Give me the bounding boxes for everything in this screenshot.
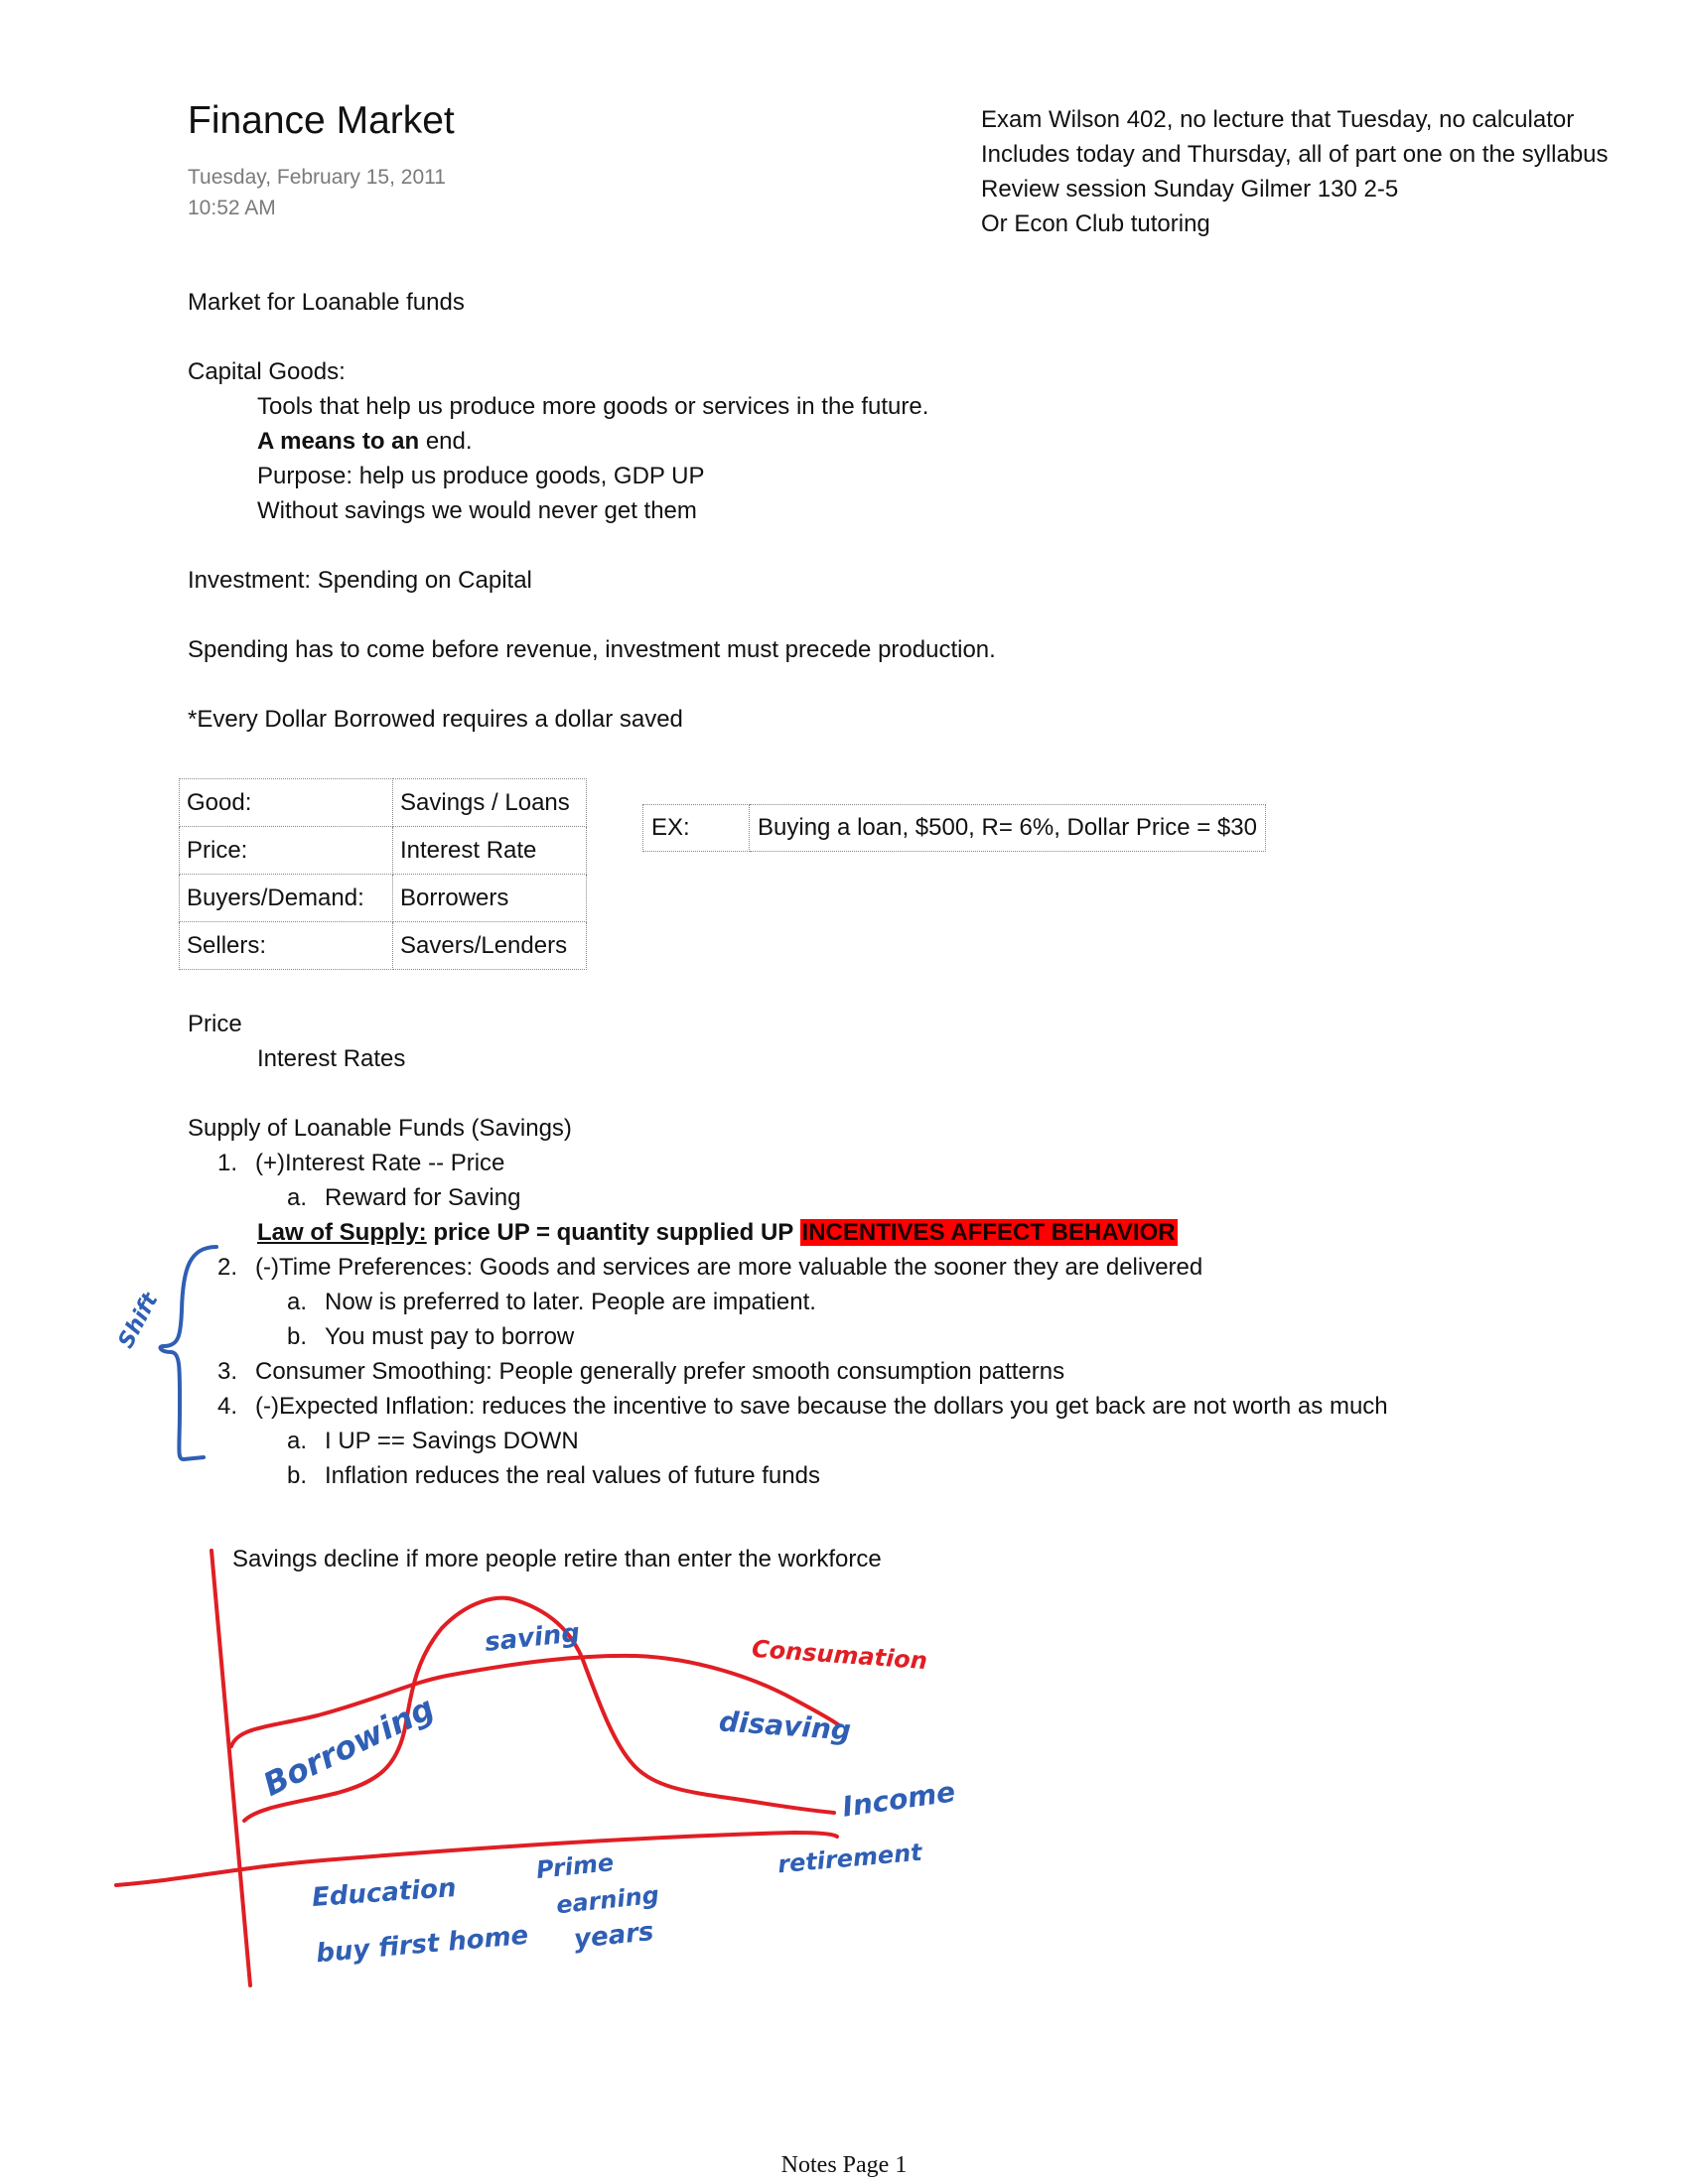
price-heading: Price — [188, 1011, 242, 1037]
table-cell-label: Buyers/Demand: — [180, 875, 393, 922]
label-saving: saving — [483, 1618, 582, 1658]
list-number: 2. — [216, 1254, 237, 1281]
side-note-line: Includes today and Thursday, all of part one on the syllabus — [981, 141, 1609, 168]
list-number: 1. — [216, 1150, 237, 1176]
investment-line: Investment: Spending on Capital — [188, 567, 532, 594]
capital-goods-tools: Tools that help us produce more goods or services in the future. — [257, 393, 929, 420]
label-consumption: Consumation — [751, 1634, 928, 1676]
shift-annotation: Shift — [113, 1289, 164, 1353]
list-letter: b. — [286, 1323, 307, 1350]
price-sub: Interest Rates — [257, 1045, 406, 1072]
every-dollar-line: *Every Dollar Borrowed requires a dollar saved — [188, 706, 683, 733]
list-text: Consumer Smoothing: People generally prefer smooth consumption patterns — [255, 1358, 1065, 1385]
label-borrowing: Borrowing — [257, 1689, 441, 1804]
list-letter: b. — [286, 1462, 307, 1489]
page-title: Finance Market — [188, 99, 455, 142]
list-text: You must pay to borrow — [325, 1323, 575, 1350]
list-text: Inflation reduces the real values of future funds — [325, 1462, 820, 1489]
market-heading: Market for Loanable funds — [188, 289, 465, 316]
label-disaving: disaving — [718, 1705, 853, 1747]
label-prime: Prime — [534, 1847, 616, 1885]
list-letter: a. — [286, 1428, 307, 1454]
label-buy-first-home: buy first home — [315, 1920, 530, 1970]
side-note-line: Or Econ Club tutoring — [981, 210, 1210, 237]
diagram-caption: Savings decline if more people retire than enter the workforce — [232, 1546, 882, 1572]
page-footer: Notes Page 1 — [780, 2152, 908, 2178]
label-income: Income — [840, 1775, 958, 1824]
highlight-incentives: INCENTIVES AFFECT BEHAVIOR — [801, 1219, 1176, 1246]
list-number: 3. — [216, 1358, 237, 1385]
means-rest-text: end. — [419, 428, 473, 455]
capital-goods-without: Without savings we would never get them — [257, 497, 697, 524]
list-text: I UP == Savings DOWN — [325, 1428, 579, 1454]
list-text: (-)Time Preferences: Goods and services are more valuable the sooner they are delivered — [255, 1254, 1203, 1281]
list-text: (-)Expected Inflation: reduces the incentive to save because the dollars you get back are not worth as much — [255, 1393, 1388, 1420]
list-text: (+)Interest Rate -- Price — [255, 1150, 505, 1176]
example-value: Buying a loan, $500, R= 6%, Dollar Price = $30 — [750, 805, 1266, 852]
law-text: price UP = quantity supplied UP — [426, 1219, 800, 1246]
table-cell-value: Borrowers — [393, 875, 587, 922]
spending-line: Spending has to come before revenue, investment must precede production. — [188, 636, 996, 663]
page-time: 10:52 AM — [188, 197, 276, 219]
label-years: years — [572, 1916, 655, 1956]
table-cell-value: Savings / Loans — [393, 779, 587, 827]
list-text: Now is preferred to later. People are impatient. — [325, 1289, 816, 1315]
table-cell-label: Good: — [180, 779, 393, 827]
horizontal-axis — [116, 1833, 837, 1885]
list-text: Reward for Saving — [325, 1184, 521, 1211]
table-cell-label: Sellers: — [180, 922, 393, 970]
label-earning: earning — [554, 1880, 661, 1920]
supply-heading: Supply of Loanable Funds (Savings) — [188, 1115, 572, 1142]
page-date: Tuesday, February 15, 2011 — [188, 166, 446, 189]
side-note-line: Exam Wilson 402, no lecture that Tuesday, no calculator — [981, 106, 1575, 133]
law-label: Law of Supply: — [257, 1219, 427, 1246]
vertical-axis — [211, 1551, 250, 1985]
table-cell-value: Interest Rate — [393, 827, 587, 875]
list-number: 4. — [216, 1393, 237, 1420]
list-letter: a. — [286, 1289, 307, 1315]
example-label: EX: — [643, 805, 750, 852]
capital-goods-heading: Capital Goods: — [188, 358, 346, 385]
capital-goods-purpose: Purpose: help us produce goods, GDP UP — [257, 463, 705, 489]
side-note-line: Review session Sunday Gilmer 130 2-5 — [981, 176, 1399, 203]
table-cell-value: Savers/Lenders — [393, 922, 587, 970]
table-cell-label: Price: — [180, 827, 393, 875]
list-letter: a. — [286, 1184, 307, 1211]
label-education: Education — [311, 1872, 458, 1914]
label-retirement: retirement — [776, 1838, 923, 1879]
curly-brace-ink — [160, 1247, 216, 1459]
means-bold-text: A means to an — [257, 428, 420, 455]
